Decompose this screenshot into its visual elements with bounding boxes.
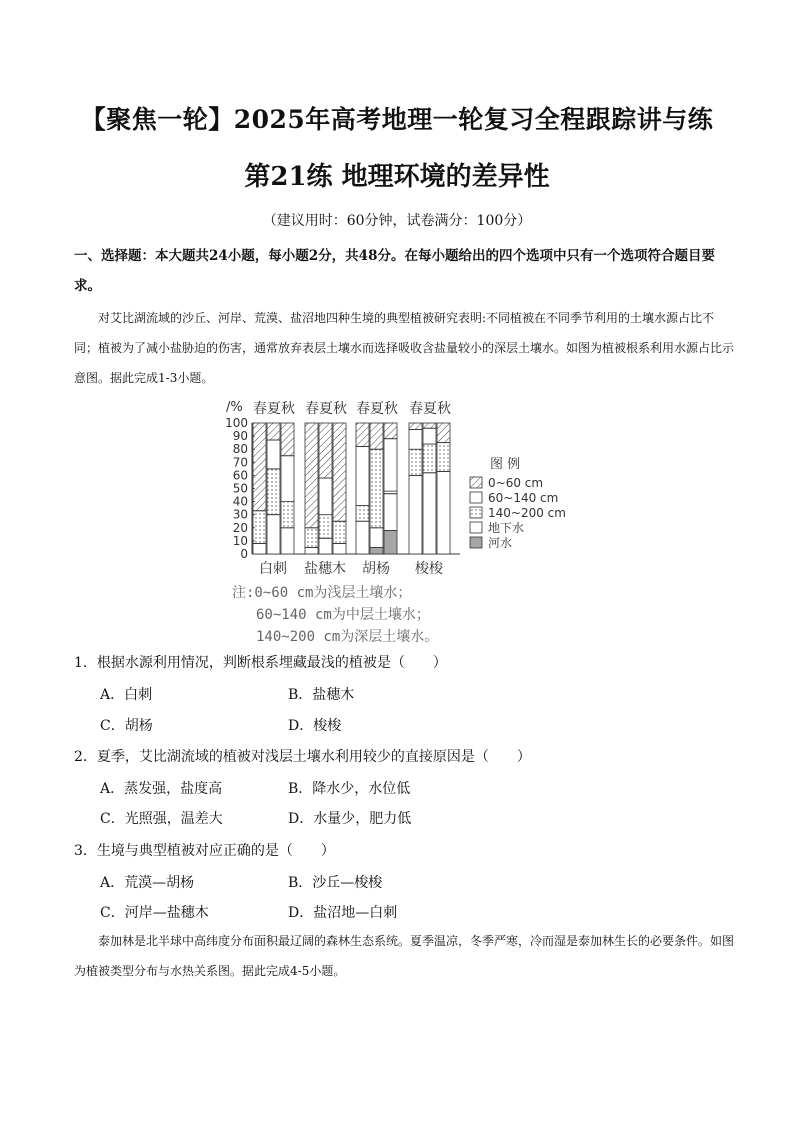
- q3-option-a[interactable]: A．荒漠—胡杨: [100, 875, 195, 891]
- legend-title: 图 例: [490, 457, 521, 472]
- legend-label: 0~60 cm: [488, 476, 544, 490]
- document-title: 【聚焦一轮】2025年高考地理一轮复习全程跟踪讲与练: [80, 105, 714, 134]
- bar-segment: [319, 515, 332, 539]
- bar-segment: [384, 530, 397, 554]
- bar-segment: [370, 449, 383, 528]
- bar-segment: [356, 506, 369, 522]
- bar-segment: [384, 494, 397, 531]
- y-tick-label: 40: [232, 494, 248, 509]
- note-line-1: 注:0~60 cm为浅层土壤水；: [232, 585, 412, 601]
- q3-option-d[interactable]: D．盐沼地—白刺: [288, 905, 398, 921]
- q1-option-a[interactable]: A．白刺: [100, 687, 153, 703]
- q2-option-a[interactable]: A．蒸发强，盐度高: [100, 781, 223, 797]
- season-label: 春夏秋: [253, 401, 295, 417]
- bar-segment: [384, 439, 397, 491]
- y-tick-label: 50: [232, 481, 248, 496]
- group-label: 白刺: [259, 561, 287, 577]
- legend-swatch: [470, 492, 482, 503]
- exam-info: （建议用时：60分钟，试卷满分：100分）: [262, 213, 532, 229]
- y-axis-label: /%: [226, 400, 243, 415]
- bar-segment: [281, 528, 294, 554]
- legend-label: 地下水: [488, 521, 525, 535]
- q2-option-d[interactable]: D．水量少，肥力低: [288, 811, 412, 827]
- group-label: 梭梭: [415, 561, 443, 577]
- bar-segment: [437, 423, 450, 443]
- chart-notes: [232, 582, 438, 648]
- section-heading: 一、选择题：本大题共24小题，每小题2分，共48分。在每小题给出的四个选项中只有一个选项符合题目要求。: [74, 248, 715, 294]
- q3-option-c[interactable]: C．河岸—盐穗木: [100, 905, 209, 921]
- bar-segment: [281, 423, 294, 456]
- bar-segment: [409, 475, 422, 554]
- exercise-title: 第21练 地理环境的差异性: [244, 162, 550, 192]
- bar-segment: [267, 515, 280, 554]
- q3-option-b[interactable]: B．沙丘—梭梭: [288, 875, 383, 891]
- bar-segment: [423, 423, 436, 428]
- legend-swatch: [470, 507, 482, 518]
- bar-segment: [267, 469, 280, 515]
- q1-option-b[interactable]: B．盐穗木: [288, 687, 355, 703]
- y-tick-label: 10: [232, 533, 248, 548]
- bar-segment: [333, 544, 346, 554]
- y-tick-label: 80: [232, 442, 248, 457]
- question-1-stem: 1．根据水源利用情况，判断根系埋藏最浅的植被是（ ）: [74, 655, 447, 671]
- y-tick-label: 30: [232, 507, 248, 522]
- bar-segment: [333, 423, 346, 521]
- bar-segment: [356, 521, 369, 554]
- bar-segment: [409, 430, 422, 450]
- bar-segment: [437, 443, 450, 472]
- bar-segment: [356, 423, 369, 447]
- q2-option-c[interactable]: C．光照强，温差大: [100, 811, 223, 827]
- q1-option-c[interactable]: C．胡杨: [100, 718, 153, 734]
- bar-segment: [305, 423, 318, 528]
- legend-label: 60~140 cm: [488, 491, 559, 505]
- y-tick-label: 60: [232, 468, 248, 483]
- bar-segment: [281, 502, 294, 528]
- bar-segment: [423, 444, 436, 473]
- q1-option-d[interactable]: D．梭梭: [288, 718, 342, 734]
- season-label: 春夏秋: [409, 401, 451, 417]
- root-water-chart: [222, 396, 582, 578]
- bar-segment: [384, 423, 397, 439]
- legend-label: 140~200 cm: [488, 506, 566, 520]
- y-tick-label: 100: [225, 416, 248, 430]
- question-3-stem: 3．生境与典型植被对应正确的是（ ）: [74, 843, 335, 859]
- bar-segment: [319, 423, 332, 478]
- bar-segment: [423, 428, 436, 444]
- legend-swatch: [470, 477, 482, 488]
- bar-segment: [319, 538, 332, 554]
- legend-swatch: [470, 522, 482, 533]
- bar-segment: [409, 449, 422, 475]
- bar-segment: [370, 423, 383, 449]
- bar-segment: [281, 456, 294, 502]
- bar-segment: [333, 521, 346, 543]
- bar-segment: [437, 471, 450, 554]
- bar-segment: [267, 440, 280, 469]
- y-tick-label: 20: [232, 520, 248, 535]
- bar-segment: [305, 547, 318, 554]
- bar-segment: [423, 473, 436, 554]
- note-line-2: 60~140 cm为中层土壤水；: [256, 607, 430, 623]
- y-tick-label: 70: [232, 455, 248, 470]
- y-tick-label: 0: [240, 547, 248, 561]
- group-label: 盐穗木: [304, 561, 346, 577]
- legend-swatch: [470, 537, 482, 548]
- bar-segment: [267, 423, 280, 440]
- bar-segment: [370, 547, 383, 554]
- passage-1: 对艾比湖流域的沙丘、河岸、荒漠、盐沼地四种生境的典型植被研究表明:不同植被在不同季节利用的土壤水源占比不同；植被为了减小盐胁迫的伤害，通常放弃表层土壤水而选择吸收含盐量较小的深层土壤水。如图为植被根系利用水源占比示意图。据此完成1-3小题。: [74, 311, 735, 385]
- bar-segment: [319, 478, 332, 515]
- bar-segment: [409, 423, 422, 430]
- question-2-stem: 2．夏季，艾比湖流域的植被对浅层土壤水利用较少的直接原因是（ ）: [74, 749, 531, 765]
- season-label: 春夏秋: [356, 401, 398, 417]
- q2-option-b[interactable]: B．降水少，水位低: [288, 781, 411, 797]
- note-line-3: 140~200 cm为深层土壤水。: [256, 629, 439, 645]
- passage-2: 泰加林是北半球中高纬度分布面积最辽阔的森林生态系统。夏季温凉，冬季严寒，冷而湿是泰加林生长的必要条件。如图为植被类型分布与水热关系图。据此完成4-5小题。: [74, 934, 735, 978]
- y-tick-label: 90: [232, 429, 248, 444]
- bar-segment: [253, 511, 266, 544]
- group-label: 胡杨: [362, 561, 390, 577]
- bar-segment: [305, 528, 318, 548]
- legend-label: 河水: [488, 536, 513, 550]
- bar-segment: [370, 528, 383, 548]
- bar-segment: [253, 423, 266, 511]
- bar-segment: [253, 544, 266, 554]
- bar-segment: [356, 447, 369, 506]
- season-label: 春夏秋: [305, 401, 347, 417]
